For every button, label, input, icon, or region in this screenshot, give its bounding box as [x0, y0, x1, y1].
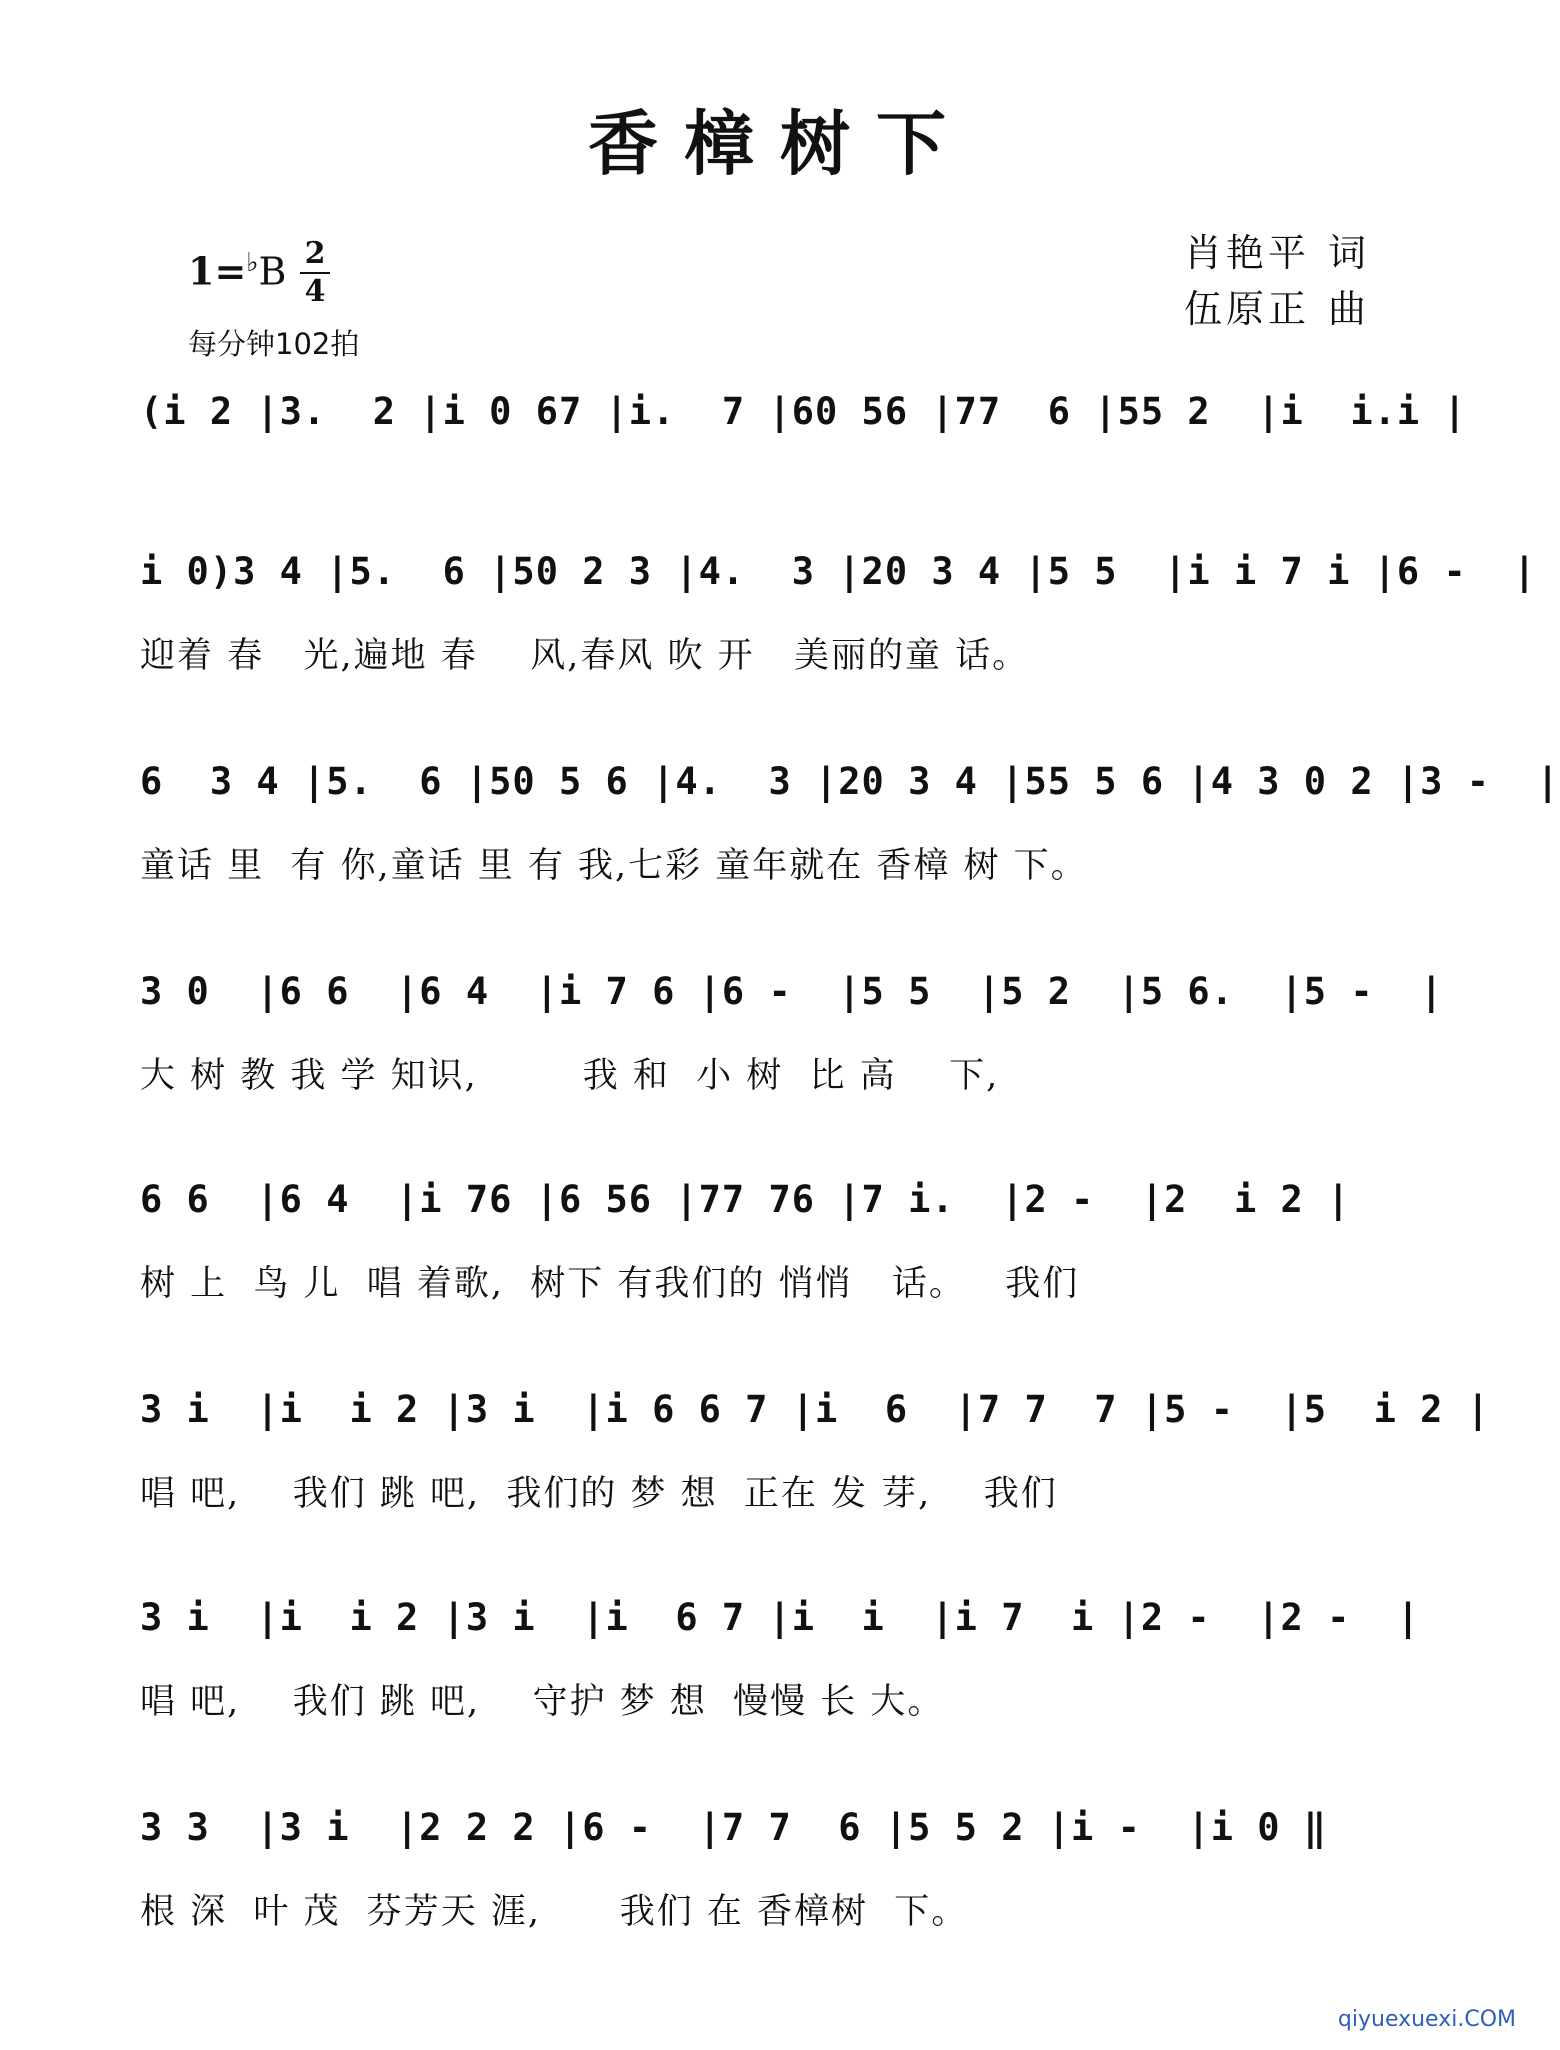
composer-name: 伍原正 [1183, 287, 1310, 331]
score-system-4 [140, 1178, 1420, 1306]
tempo-marking: 每分钟102拍 [188, 327, 360, 361]
notation-line: 3 0 |6 6 |6 4 |i 7 6 |6 - |5 5 |5 2 |5 6. |5 - | [140, 970, 1444, 1013]
lyric-line: 大 树 教 我 学 知识, 我 和 小 树 比 高 下, [140, 1056, 1000, 1096]
score-system-3 [140, 970, 1444, 1098]
notation-line: 3 i |i i 2 |3 i |i 6 6 7 |i 6 |7 7 7 |5 - |5 i 2 | [140, 1388, 1491, 1431]
time-signature-top: 2 [304, 236, 326, 271]
lyric-line: 童话 里 有 你,童话 里 有 我,七彩 童年就在 香樟 树 下。 [140, 846, 1088, 886]
lyric-line: 唱 吧, 我们 跳 吧, 我们的 梦 想 正在 发 芽, 我们 [140, 1474, 1058, 1514]
lyric-line: 唱 吧, 我们 跳 吧, 守护 梦 想 慢慢 长 大。 [140, 1682, 945, 1722]
lyric-line: 树 上 鸟 儿 唱 着歌, 树下 有我们的 悄悄 话。 我们 [140, 1264, 1080, 1304]
composer-role: 曲 [1327, 287, 1370, 331]
score-system-6 [140, 1596, 1420, 1724]
lyricist-credit [1184, 222, 1370, 277]
score-system-5 [140, 1388, 1491, 1516]
flat-sign: ♭ [246, 248, 259, 278]
key-signature [188, 248, 286, 294]
song-title: 香樟树下 [588, 102, 972, 185]
composer-credit [1184, 278, 1370, 333]
lyricist-role: 词 [1327, 231, 1370, 275]
notation-line: (i 2 |3. 2 |i 0 67 |i. 7 |60 56 |77 6 |55 2 |i i.i | [140, 390, 1467, 433]
notation-line: 6 3 4 |5. 6 |50 5 6 |4. 3 |20 3 4 |55 5 6 |4 3 0 2 |3 - | [140, 760, 1560, 803]
notation-line: 6 6 |6 4 |i 76 |6 56 |77 76 |7 i. |2 - |2 i 2 | [140, 1178, 1351, 1221]
score-system-7 [140, 1806, 1420, 1934]
lyricist-name: 肖艳平 [1183, 231, 1310, 275]
score-system-2 [140, 760, 1560, 888]
key-tonic: 1= [188, 248, 247, 294]
notation-line: 3 i |i i 2 |3 i |i 6 7 |i i |i 7 i |2 - |2 - | [140, 1596, 1421, 1639]
time-signature [300, 238, 330, 308]
lyric-line: 迎着 春 光,遍地 春 风,春风 吹 开 美丽的童 话。 [140, 636, 1030, 676]
notation-line: 3 3 |3 i |2 2 2 |6 - |7 7 6 |5 5 2 |i - |i 0 ‖ [140, 1806, 1328, 1849]
key-letter: B [258, 249, 287, 294]
score-system-intro [140, 390, 1467, 468]
lyric-line: 根 深 叶 茂 芬芳天 涯, 我们 在 香樟树 下。 [140, 1892, 969, 1932]
site-watermark: qiyuexuexi.COM [1337, 2007, 1516, 2032]
notation-line: i 0)3 4 |5. 6 |50 2 3 |4. 3 |20 3 4 |5 5 |i i 7 i |6 - | [140, 550, 1537, 593]
score-system-1 [140, 550, 1537, 678]
time-signature-bottom: 4 [304, 274, 326, 309]
